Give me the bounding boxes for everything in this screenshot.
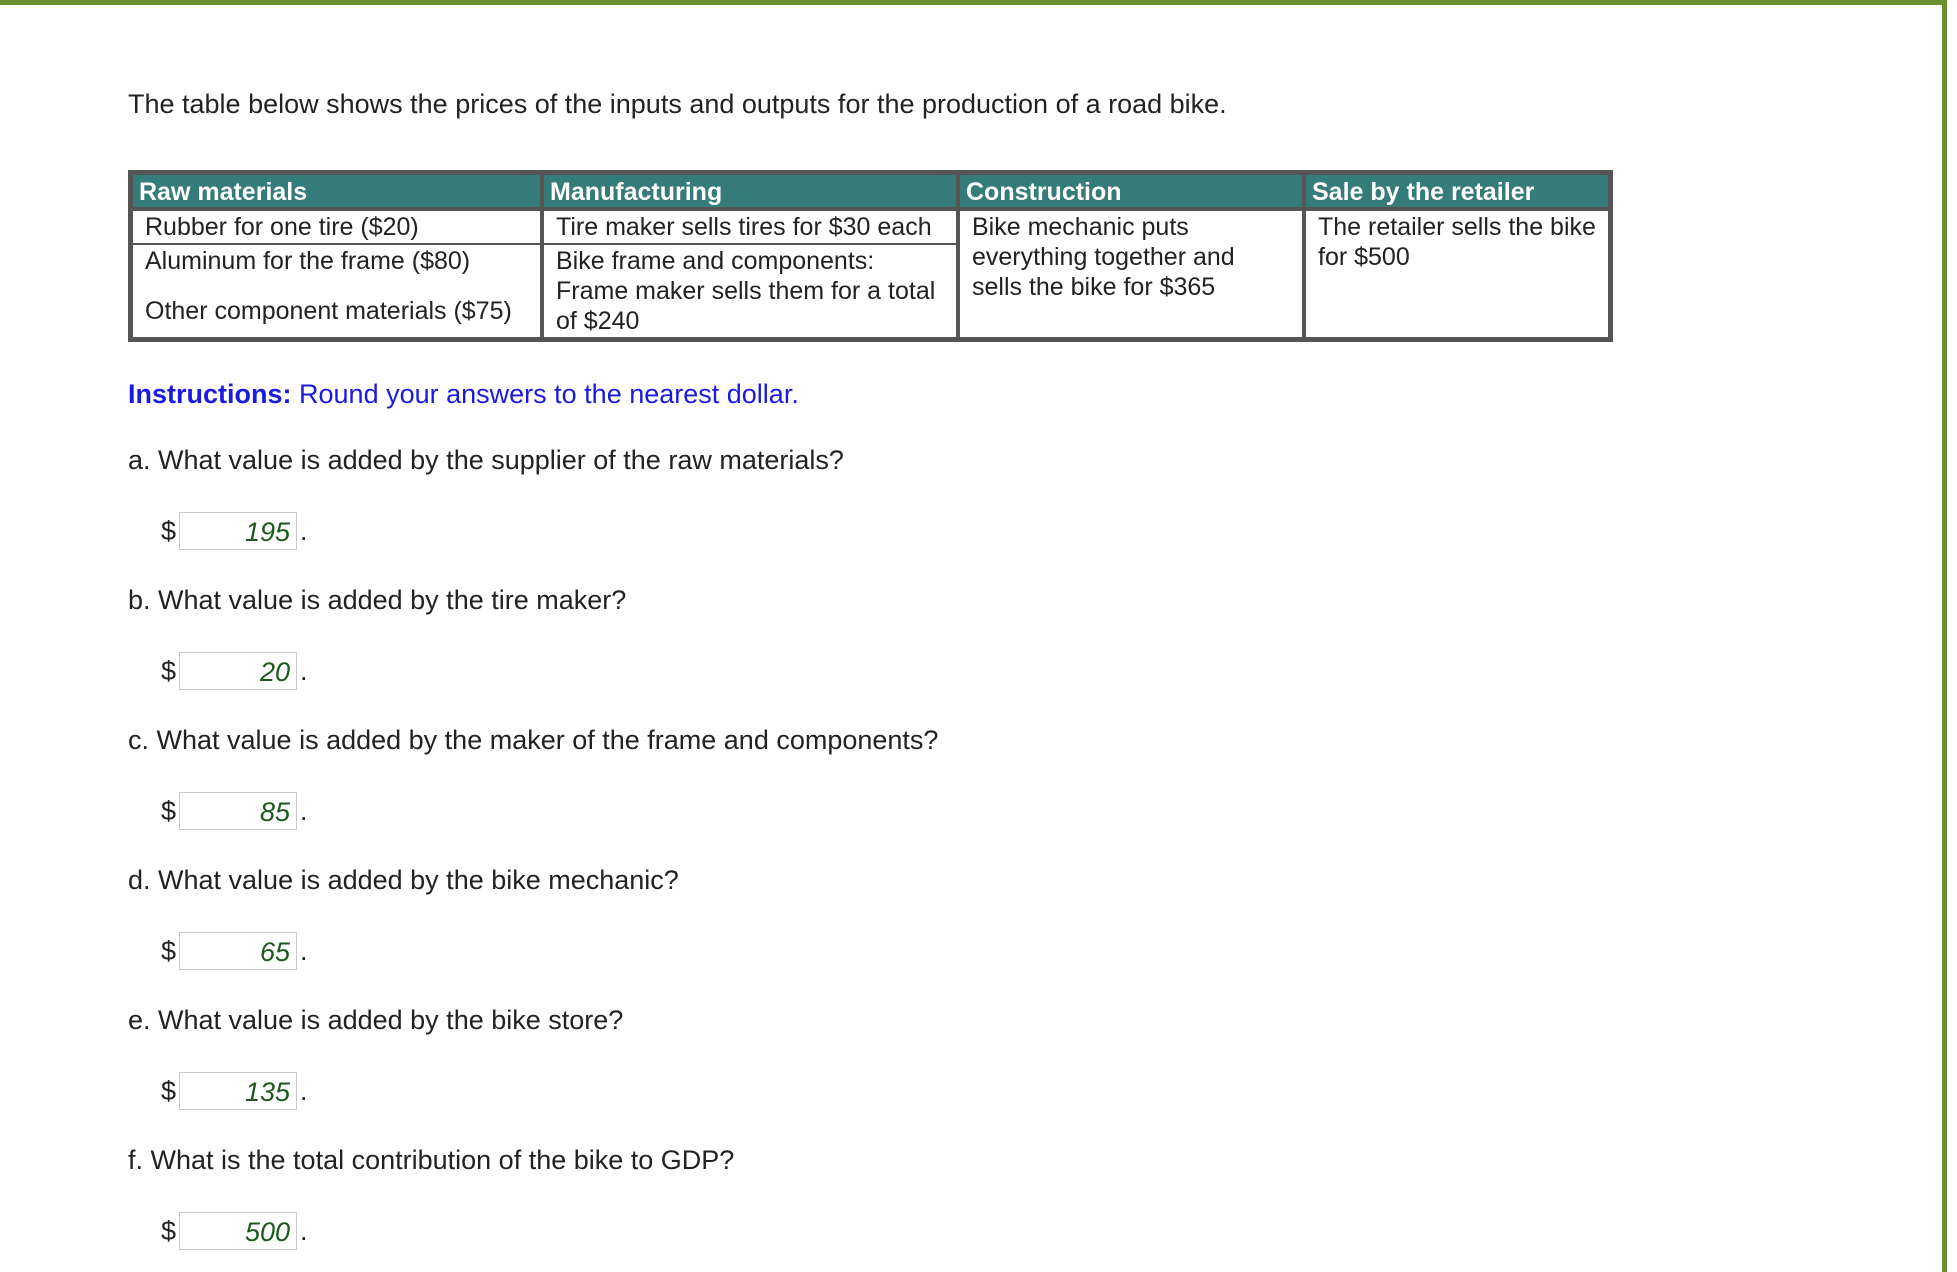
raw-material-other: Other component materials ($75) [145,297,512,325]
header-manufacturing: Manufacturing [542,173,958,209]
period: . [300,935,308,966]
question-prompt: e. What value is added by the bike store? [128,1005,624,1035]
question-prompt: d. What value is added by the bike mechanic? [128,865,679,895]
question-prompt: f. What is the total contribution of the bike to GDP? [128,1145,735,1175]
period: . [300,515,308,546]
currency-symbol: $ [160,1075,176,1106]
currency-symbol: $ [160,935,176,966]
manufacturing-tires: Tire maker sells tires for $30 each [544,211,956,245]
table-header-row [131,173,1610,209]
answer-input-b[interactable]: 20 [179,652,297,690]
manufacturing-frame: Bike frame and components: Frame maker sells them for a total of $240 [556,247,936,335]
answer-row [156,510,1888,552]
answer-row [156,790,1888,832]
raw-materials-cell [131,209,542,339]
answer-row [156,650,1888,692]
period: . [300,1075,308,1106]
currency-symbol: $ [160,1215,176,1246]
answer-input-c[interactable]: 85 [179,792,297,830]
currency-symbol: $ [160,795,176,826]
instructions [128,376,1888,412]
question-f [128,1142,1888,1252]
answer-input-a[interactable]: 195 [179,512,297,550]
question-content [128,86,1888,1252]
currency-symbol: $ [160,515,176,546]
retail-cell: The retailer sells the bike for $500 [1304,209,1610,339]
currency-symbol: $ [160,655,176,686]
header-sale-by-retailer: Sale by the retailer [1304,173,1610,209]
answer-input-e[interactable]: 135 [179,1072,297,1110]
question-prompt: b. What value is added by the tire maker? [128,585,627,615]
question-b [128,582,1888,692]
instructions-text: Round your answers to the nearest dollar. [299,379,799,409]
answer-input-f[interactable]: 500 [179,1212,297,1250]
answer-row [156,1070,1888,1112]
question-c [128,722,1888,832]
raw-material-aluminum: Aluminum for the frame ($80) [145,247,471,275]
table-row [131,209,1610,339]
question-prompt: a. What value is added by the supplier of the raw materials? [128,445,844,475]
price-table [128,170,1613,342]
instructions-label: Instructions: [128,379,292,409]
construction-cell: Bike mechanic puts everything together and sells the bike for $365 [958,209,1304,339]
intro-text: The table below shows the prices of the inputs and outputs for the production of a road bike. [128,89,1227,119]
answer-row [156,1210,1888,1252]
period: . [300,1215,308,1246]
question-a [128,442,1888,552]
header-raw-materials: Raw materials [131,173,542,209]
question-e [128,1002,1888,1112]
period: . [300,655,308,686]
answer-input-d[interactable]: 65 [179,932,297,970]
manufacturing-cell [542,209,958,339]
period: . [300,795,308,826]
header-construction: Construction [958,173,1304,209]
question-d [128,862,1888,972]
question-prompt: c. What value is added by the maker of the frame and components? [128,725,939,755]
answer-row [156,930,1888,972]
raw-material-rubber: Rubber for one tire ($20) [133,211,540,245]
